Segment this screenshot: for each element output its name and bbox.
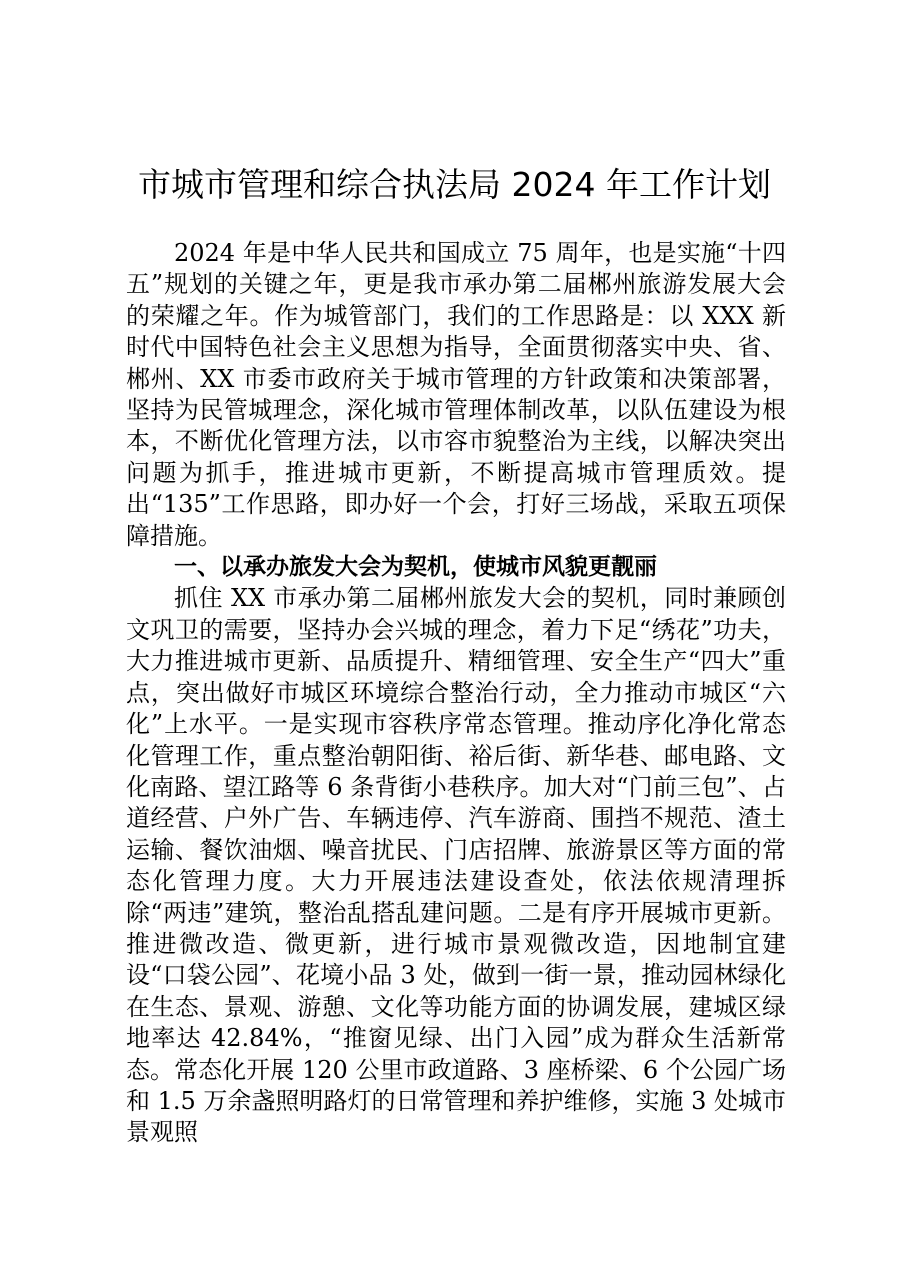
document-body (126, 238, 786, 1149)
intro-paragraph: 2024 年是中华人民共和国成立 75 周年，也是实施“十四五”规划的关键之年，更是我市承办第二届郴州旅游发展大会的荣耀之年。作为城管部门，我们的工作思路是：以 XXX 新时代中国特色社会主义思想为指导，全面贯彻落实中央、省、郴州、XX 市委市政府关于城市管理的方针政策和决策部署，坚持为民管城理念，深化城市管理体制改革，以队伍建设为根本，不断优化管理方法，以市容市貌整治为主线，以解决突出问题为抓手，推进城市更新，不断提高城市管理质效。提出“135”工作思路，即办好一个会，打好三场战，采取五项保障措施。 (126, 239, 786, 550)
document-title: 市城市管理和综合执法局 2024 年工作计划 (138, 165, 771, 204)
section-heading: 一、以承办旅发大会为契机，使城市风貌更靓丽 (174, 554, 657, 581)
section-paragraph: 抓住 XX 市承办第二届郴州旅发大会的契机，同时兼顾创文巩卫的需要，坚持办会兴城的理念，着力下足“绣花”功夫，大力推进城市更新、品质提升、精细管理、安全生产“四大”重点，突出做好市城区环境综合整治行动，全力推动市城区“六化”上水平。一是实现市容秩序常态管理。推动序化净化常态化管理工作，重点整治朝阳街、裕后街、新华巷、邮电路、文化南路、望江路等 6 条背街小巷秩序。加大对“门前三包”、占道经营、户外广告、车辆违停、汽车游商、围挡不规范、渣土运输、餐饮油烟、噪音扰民、门店招牌、旅游景区等方面的常态化管理力度。大力开展违法建设查处，依法依规清理拆除“两违”建筑，整治乱搭乱建问题。二是有序开展城市更新。推进微改造、微更新，进行城市景观微改造，因地制宜建设“口袋公园”、花境小品 3 处，做到一街一景，推动园林绿化在生态、景观、游憩、文化等功能方面的协调发展，建城区绿地率达 42.84%，“推窗见绿、出门入园”成为群众生活新常态。常态化开展 120 公里市政道路、3 座桥梁、6 个公园广场和 1.5 万余盏照明路灯的日常管理和养护维修，实施 3 处城市景观照 (126, 584, 786, 1147)
